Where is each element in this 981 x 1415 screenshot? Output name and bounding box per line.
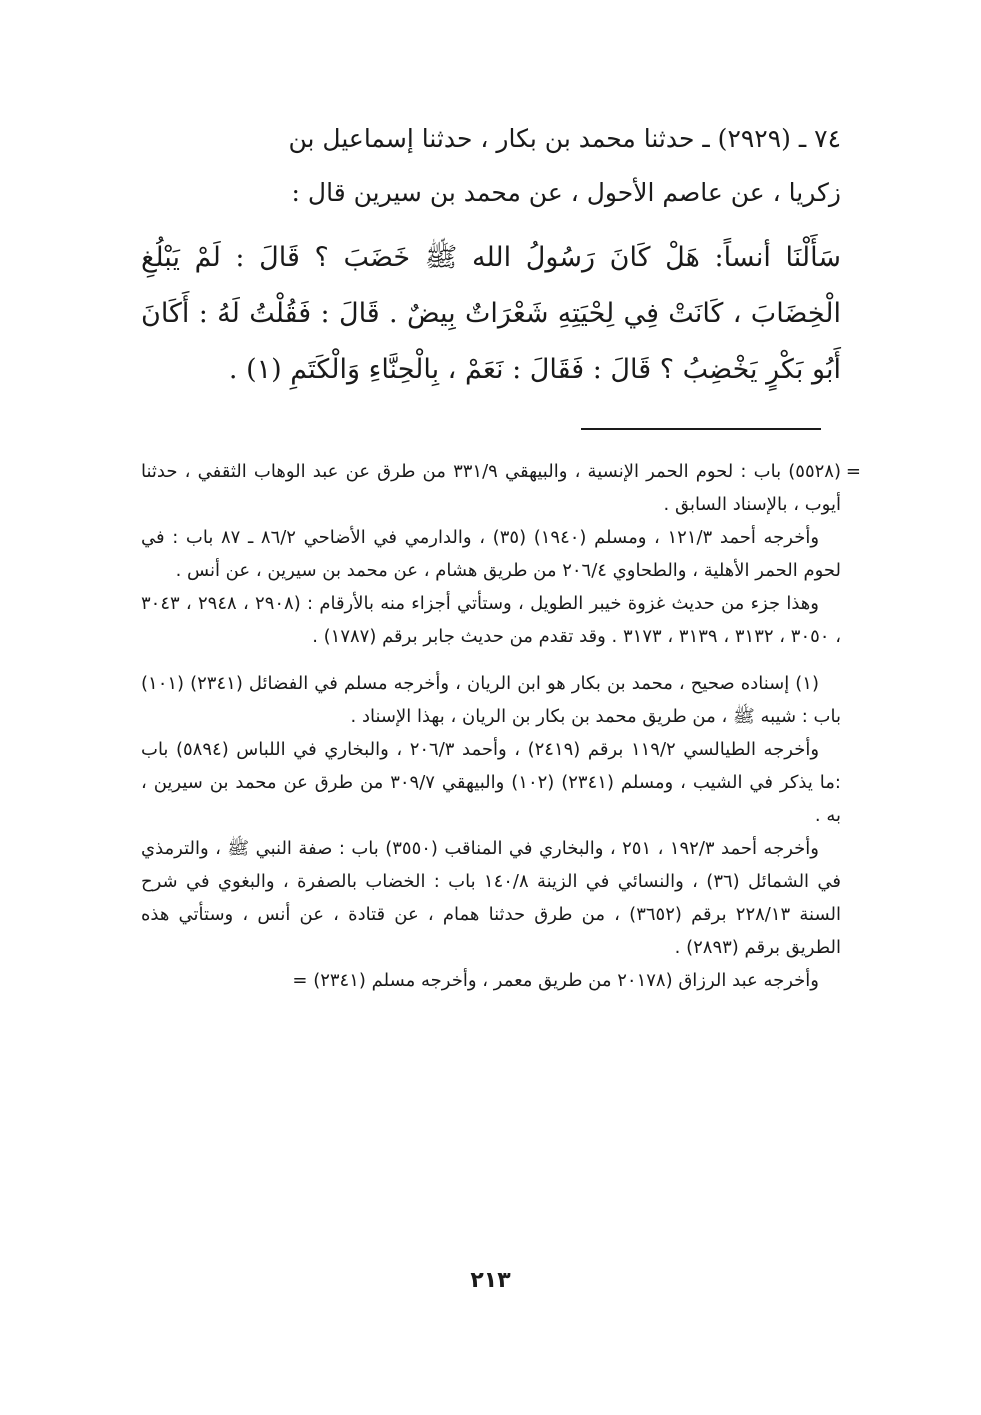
hadith-isnad-line-2: زكريا ، عن عاصم الأحول ، عن محمد بن سيرين قال : [291, 178, 841, 207]
continuation-marker: = [845, 461, 861, 482]
hadith-matn: سَأَلْنَا أنساً: هَلْ كَانَ رَسُولُ الله ﷺ خَضَبَ ؟ قَالَ : لَمْ يَبْلُغِ الْخِضَابَ ، كَانَتْ فِي لِحْيَتِهِ شَعْرَاتٌ بِيضٌ . قَالَ : فَقُلْتُ لَهُ : أَكَانَ أَبُو بَكْرٍ يَخْضِبُ ؟ قَالَ : فَقَالَ : نَعَمْ ، بِالْحِنَّاءِ وَالْكَتَمِ (١) . [141, 242, 841, 385]
footnote-paragraph: وأخرجه الطيالسي ١١٩/٢ برقم (٢٤١٩) ، وأحمد ٢٠٦/٣ ، والبخاري في اللباس (٥٨٩٤) باب :ما يذكر في الشيب ، ومسلم (٢٣٤١) (١٠٢) والبيهقي ٣٠٩/٧ من طرق عن محمد بن سيرين ، به . [141, 739, 841, 826]
page-number: ٢١٣ [470, 1268, 511, 1293]
footnote-paragraph: وأخرجه عبد الرزاق (٢٠١٧٨ من طريق معمر ، وأخرجه مسلم (٢٣٤١) = [292, 970, 819, 991]
footnotes [141, 455, 861, 997]
footnote-paragraph: وأخرجه أحمد ١٢١/٣ ، ومسلم (١٩٤٠) (٣٥) ، والدارمي في الأضاحي ٨٦/٢ ـ ٨٧ باب : في لحوم الحمر الأهلية ، والطحاوي ٢٠٦/٤ من طريق هشام ، عن محمد بن سيرين ، عن أنس . [141, 527, 841, 581]
hadith-isnad-line-1: ٧٤ ـ (٢٩٢٩) ـ حدثنا محمد بن بكار ، حدثنا إسماعيل بن [288, 124, 841, 153]
hadith-text [141, 112, 841, 398]
footnote-1: (١) إسناده صحيح ، محمد بن بكار هو ابن الريان ، وأخرجه مسلم في الفضائل (٢٣٤١) (١٠١) باب : شيبه ﷺ ، من طريق محمد بن بكار بن الريان ، بهذا الإسناد . [141, 673, 841, 727]
footnote-paragraph: وأخرجه أحمد ١٩٢/٣ ، ٢٥١ ، والبخاري في المناقب (٣٥٥٠) باب : صفة النبي ﷺ ، والترمذي في الشمائل (٣٦) ، والنسائي في الزينة ١٤٠/٨ باب : الخضاب بالصفرة ، والبغوي في شرح السنة ٢٢٨/١٣ برقم (٣٦٥٢) ، من طرق حدثنا همام ، عن قتادة ، عن أنس ، وستأتي هذه الطريق برقم (٢٨٩٣) . [141, 838, 841, 958]
footnote-paragraph: وهذا جزء من حديث غزوة خيبر الطويل ، وستأتي أجزاء منه بالأرقام : (٢٩٠٨ ، ٢٩٤٨ ، ٣٠٤٣ ، ٣٠٥٠ ، ٣١٣٢ ، ٣١٣٩ ، ٣١٧٣ . وقد تقدم من حديث جابر برقم (١٧٨٧) . [141, 593, 841, 647]
footnote-separator [581, 428, 821, 430]
footnote-continued: (٥٥٢٨) باب : لحوم الحمر الإنسية ، والبيهقي ٣٣١/٩ من طرق عن عبد الوهاب الثقفي ، حدثنا أيوب ، بالإسناد السابق . [141, 461, 841, 515]
